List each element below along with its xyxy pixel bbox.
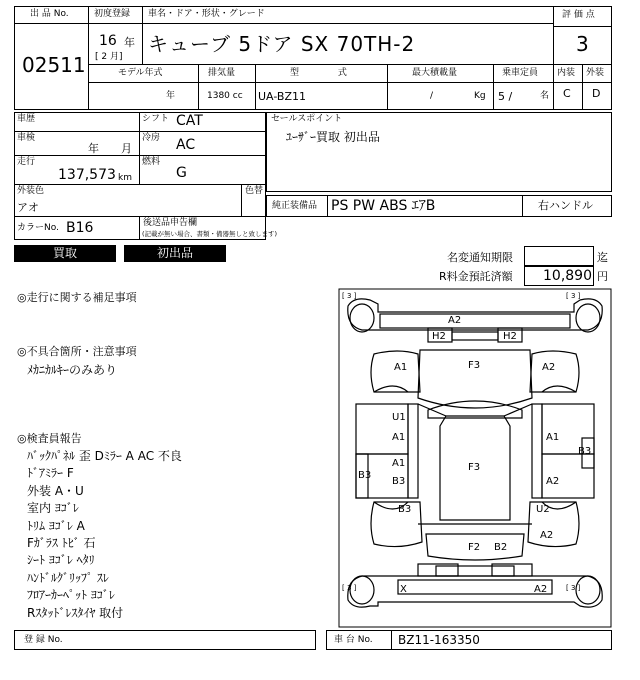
displacement: 1380 cc xyxy=(207,91,243,101)
rear-bumper-outline xyxy=(348,576,602,607)
recycle-amount: 10,890 xyxy=(543,268,592,284)
mark-left-side: B3 xyxy=(358,470,372,481)
equipment-label: 純正装備品 xyxy=(272,201,318,211)
car-damage-diagram xyxy=(338,288,612,628)
defects-title: ◎不具合箇所・注意事項 xyxy=(17,345,137,358)
ext-color-label: 外装色 xyxy=(17,186,45,196)
mark-front-right-fender: A2 xyxy=(542,362,556,373)
score: 3 xyxy=(576,32,589,56)
inspection-label: 車検 xyxy=(17,133,36,143)
inspector-line: ﾄﾘﾑ ﾖｺﾞﾚ A xyxy=(27,518,85,533)
type-value: UA-BZ11 xyxy=(258,90,306,103)
capacity: 5 / xyxy=(498,90,513,103)
mark-rear-bumper-x: X xyxy=(400,584,407,595)
mark-right-rear-door: A2 xyxy=(546,476,560,487)
inspector-line: Fｶﾞﾗｽ ﾄﾋﾞ 石 xyxy=(27,535,96,550)
mark-right-rear-fender-upper: U2 xyxy=(536,504,550,515)
mark-right-side: B3 xyxy=(578,446,592,457)
mileage-unit: km xyxy=(118,173,132,183)
capacity-label: 乗車定員 xyxy=(502,68,539,78)
model-year-label: モデル年式 xyxy=(118,68,163,78)
ext-color: アオ xyxy=(17,201,39,214)
sales-point-label: セールスポイント xyxy=(271,114,343,124)
name-change-unit: 迄 xyxy=(597,251,608,264)
car-name-label: 車名・ドア・形状・グレード xyxy=(148,9,265,19)
inspection-month-unit: 月 xyxy=(121,142,132,155)
inspector-line: Rｽﾀｯﾄﾞﾚｽﾀｲﾔ 取付 xyxy=(27,605,124,620)
sales-point-block xyxy=(266,112,612,192)
inspector-line: ﾊﾝﾄﾞﾙｸﾞﾘｯﾌﾟ ｽﾚ xyxy=(27,570,109,585)
mark-front-left-fender: A1 xyxy=(394,362,408,373)
exterior-label: 外装 xyxy=(586,68,605,78)
shift-label: シフト xyxy=(142,114,170,124)
mark-rear-bumper-a2: A2 xyxy=(534,584,548,595)
displacement-label: 排気量 xyxy=(208,68,236,78)
first-reg-year: 16 xyxy=(99,33,117,49)
mark-right-front-door: A1 xyxy=(546,432,560,443)
first-reg-month: [ 2 月] xyxy=(95,52,123,62)
equipment: PS PW ABS ｴｱB xyxy=(331,198,436,214)
car-name: キューブ 5ドア SX 70TH-2 xyxy=(148,32,416,56)
color-no-label: カラーNo. xyxy=(17,223,59,233)
sales-point: ﾕｰｻﾞｰ買取 初出品 xyxy=(286,130,380,144)
max-load: / xyxy=(430,91,434,101)
shift: CAT xyxy=(176,113,203,129)
history-label: 車歴 xyxy=(17,114,36,124)
capacity-unit: 名 xyxy=(540,91,550,101)
inspection-year-unit: 年 xyxy=(88,142,99,155)
inspector-line: ｼｰﾄ ﾖｺﾞﾚ ﾍﾀﾘ xyxy=(27,553,95,568)
mileage: 137,573 xyxy=(58,167,116,183)
interior-label: 内装 xyxy=(557,68,576,78)
mark-top-bumper: A2 xyxy=(448,315,462,326)
inspector-line: 外装 A・U xyxy=(27,483,84,498)
hood-outline xyxy=(418,350,532,408)
post-report-note: (記載が無い場合、書類・備器無しと致します) xyxy=(142,230,278,238)
color-change-label: 色替 xyxy=(245,186,264,196)
recycle-label: R料金預託済額 xyxy=(439,270,513,283)
interior-grade: C xyxy=(563,87,571,100)
steering: 右ハンドル xyxy=(538,199,593,212)
corner-label-top-right: [ 3 ] xyxy=(566,292,581,300)
corner-label-top-left: [ 3 ] xyxy=(342,292,357,300)
mark-h2-right: H2 xyxy=(503,331,517,342)
name-change-label: 名変通知期限 xyxy=(447,251,513,264)
fuel-label: 燃料 xyxy=(142,157,161,167)
driving-notes-title: ◎走行に関する補足事項 xyxy=(17,291,137,304)
reg-no-label: 登 録 No. xyxy=(24,635,63,645)
corner-label-bottom-right: [ 3 ] xyxy=(566,584,581,592)
inspector-line: 室内 ﾖｺﾞﾚ xyxy=(27,501,79,516)
corner-label-bottom-left: [ 3 ] xyxy=(342,584,357,592)
mark-left-front-door: A1 xyxy=(392,432,406,443)
defects-text: ﾒｶﾆｶﾙｷｰのみあり xyxy=(27,363,118,377)
mark-left-rear-fender: B3 xyxy=(398,504,412,515)
mark-h2-left: H2 xyxy=(432,331,446,342)
mark-left-rear-door-upper: A1 xyxy=(392,458,406,469)
lot-no: 02511 xyxy=(22,53,86,77)
first-listing-badge: 初出品 xyxy=(124,245,226,262)
mark-right-rear-fender: A2 xyxy=(540,530,554,541)
mark-hood: F3 xyxy=(468,360,481,371)
mark-roof: F3 xyxy=(468,462,481,473)
inspector-line: ﾌﾛｱｰｶｰﾍﾟｯﾄ ﾖｺﾞﾚ xyxy=(27,588,115,603)
mark-left-front-door-upper: U1 xyxy=(392,412,406,423)
chassis-no: BZ11-163350 xyxy=(398,633,480,647)
lot-no-label: 出 品 No. xyxy=(30,9,69,19)
first-reg-label: 初度登録 xyxy=(94,9,131,19)
buyback-badge: 買取 xyxy=(14,245,116,262)
mileage-label: 走行 xyxy=(17,157,36,167)
color-no: B16 xyxy=(66,220,94,236)
first-reg-year-unit: 年 xyxy=(124,36,135,49)
ac-label: 冷房 xyxy=(142,133,161,143)
recycle-unit: 円 xyxy=(597,270,608,283)
max-load-unit: Kg xyxy=(474,91,486,101)
inspector-report xyxy=(27,447,327,621)
inspector-line: ﾊﾞｯｸﾊﾟﾈﾙ 歪 Dﾐﾗｰ A AC 不良 xyxy=(27,449,182,463)
name-change-box xyxy=(524,246,594,266)
chassis-label: 車 台 No. xyxy=(334,635,373,645)
model-year-unit: 年 xyxy=(166,91,176,101)
inspector-title: ◎検査員報告 xyxy=(17,432,82,445)
post-report-label: 後送品申告欄 xyxy=(143,218,198,228)
mark-left-rear-door: B3 xyxy=(392,476,406,487)
type-label: 型 式 xyxy=(290,68,347,78)
inspector-line: ﾄﾞｱﾐﾗｰ F xyxy=(27,466,74,481)
exterior-grade: D xyxy=(592,87,601,100)
ac: AC xyxy=(176,137,196,153)
mark-rear-glass-b2: B2 xyxy=(494,542,508,553)
fuel: G xyxy=(176,165,187,181)
max-load-label: 最大積載量 xyxy=(412,68,458,78)
score-label: 評 価 点 xyxy=(562,10,595,20)
mark-rear-glass-f2: F2 xyxy=(468,542,481,553)
